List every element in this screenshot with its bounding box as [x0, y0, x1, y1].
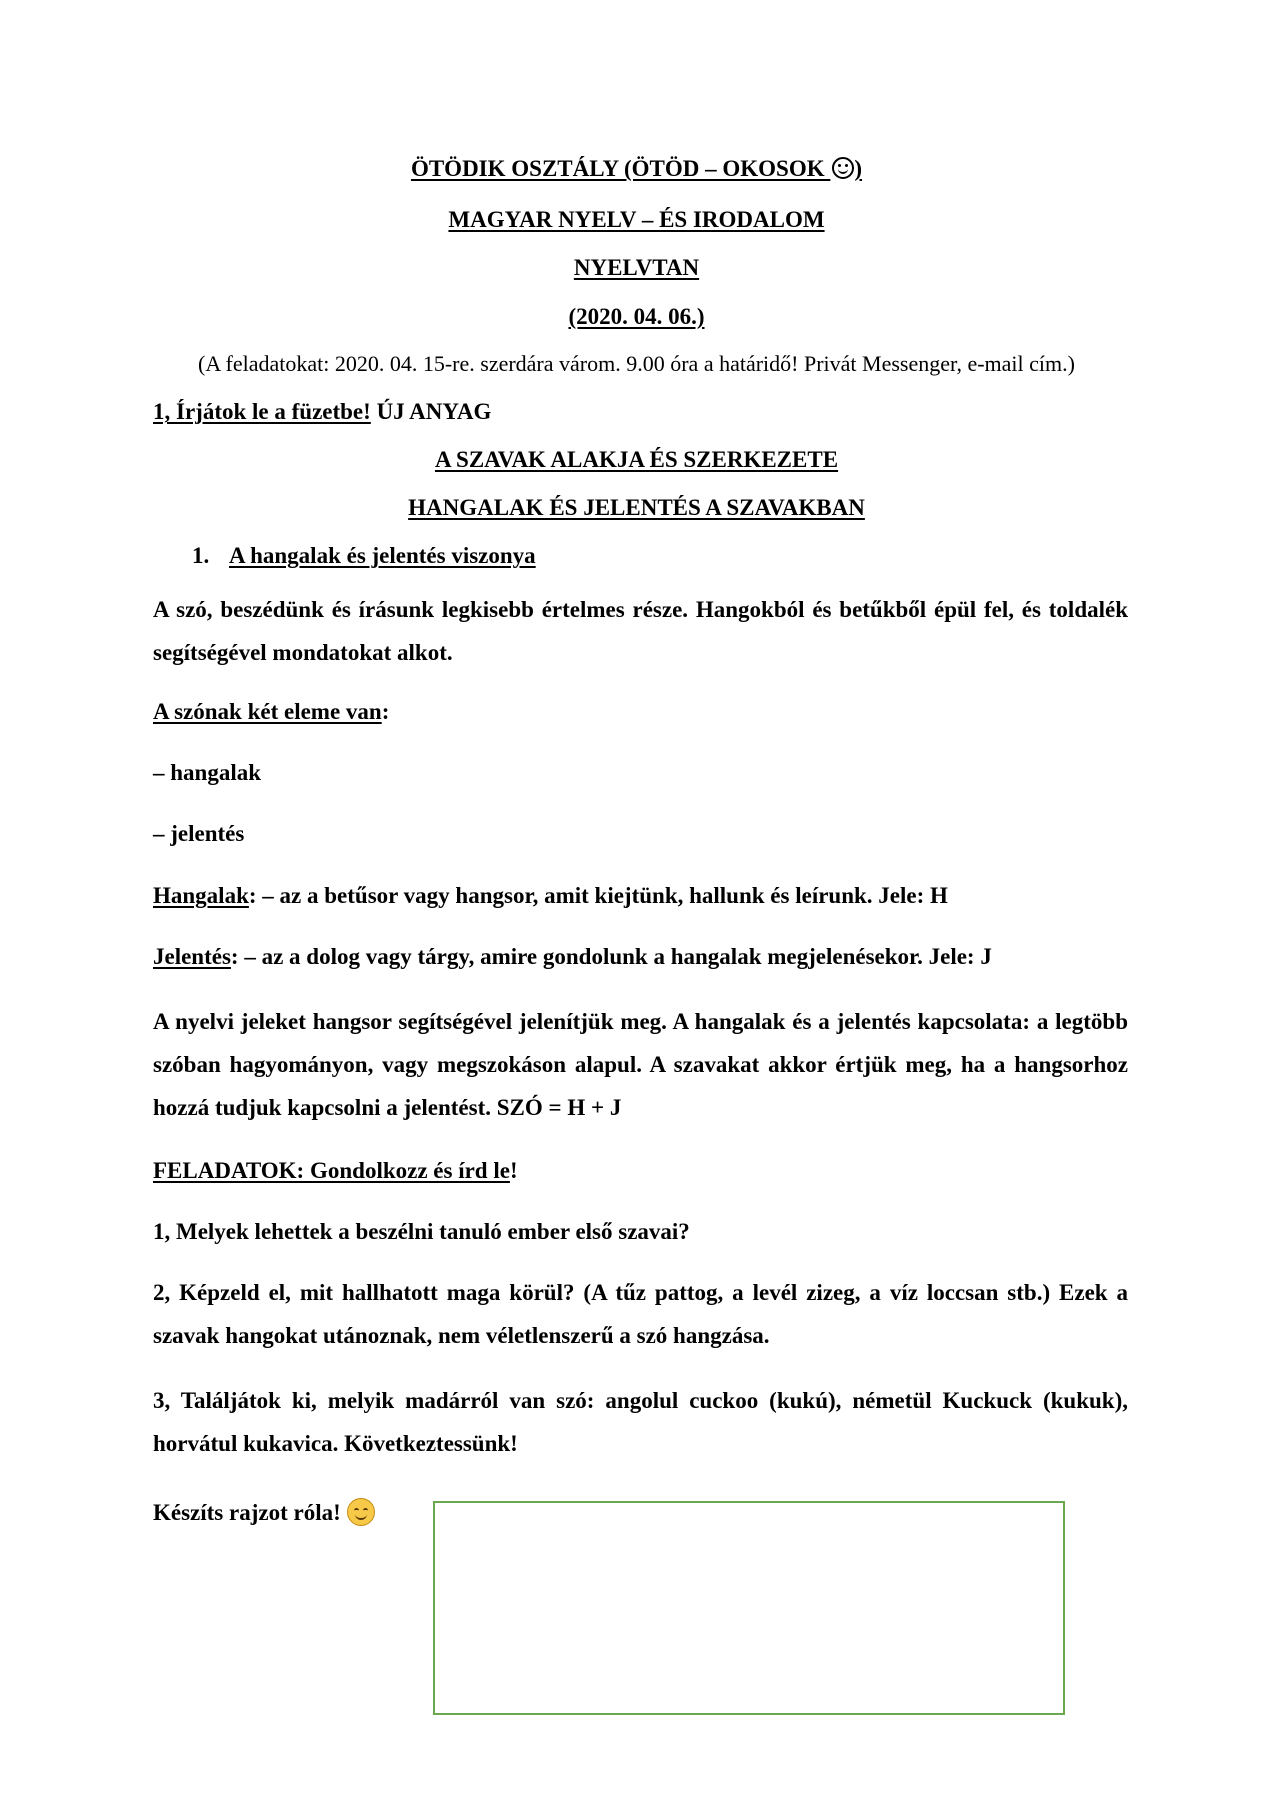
drawing-prompt-text: Készíts rajzot róla!: [153, 1500, 341, 1525]
instruction-rest: ÚJ ANYAG: [370, 399, 492, 424]
drawing-prompt: [153, 1498, 375, 1528]
lesson-title: [0, 445, 1273, 475]
instruction-underlined: 1, Írjátok le a füzetbe!: [153, 399, 371, 424]
smiling-face-icon: [347, 1498, 375, 1526]
definition-jelentes: [153, 942, 992, 972]
deadline-note: (A feladatokat: 2020. 04. 15-re. szerdára várom. 9.00 óra a határidő! Privát Messenger, e-mail cím.): [198, 351, 1075, 376]
element-hangalak: – hangalak: [153, 760, 262, 785]
definition-jelentes-text: : – az a dolog vagy tárgy, amire gondolunk a hangalak megjelenésekor. Jele: J: [230, 944, 992, 969]
date-line: [0, 302, 1273, 332]
smiley-icon: [832, 157, 854, 179]
topic-title: [0, 253, 1273, 283]
task-3: 3, Találjátok ki, melyik madárról van szó: angolul cuckoo (kukú), németül Kuckuck (kukuk), horvátul kukavica. Következtessünk!: [153, 1388, 1128, 1456]
definition-hangalak: [153, 881, 948, 911]
definition-hangalak-term: Hangalak: [153, 883, 249, 908]
class-title-text: ÖTÖDIK OSZTÁLY (ÖTÖD – OKOSOK: [410, 156, 831, 181]
elements-colon: :: [381, 699, 390, 724]
subject-title: [0, 205, 1273, 235]
topic-text: NYELVTAN: [573, 255, 700, 280]
definition-hangalak-text: : – az a betűsor vagy hangsor, amit kiejtünk, hallunk és leírunk. Jele: H: [248, 883, 948, 908]
elements-heading: [153, 697, 389, 727]
task-2: 2, Képzeld el, mit hallhatott maga körül? (A tűz pattog, a levél zizeg, a víz loccsan stb.) Ezek a szavak hangokat utánoznak, nem véletlenszerű a szó hangzása.: [153, 1280, 1128, 1348]
tasks-heading-end: !: [509, 1158, 518, 1183]
element-jelentes: – jelentés: [153, 821, 245, 846]
instruction-line: [153, 397, 491, 427]
tasks-heading-text: FELADATOK: Gondolkozz és írd le: [153, 1158, 510, 1183]
elements-heading-text: A szónak két eleme van: [153, 699, 382, 724]
tasks-heading: [153, 1156, 518, 1186]
date-text: (2020. 04. 06.): [568, 304, 705, 329]
task-1: 1, Melyek lehettek a beszélni tanuló ember első szavai?: [153, 1219, 690, 1244]
definition-jelentes-term: Jelentés: [153, 944, 231, 969]
lesson-title-text: A SZAVAK ALAKJA ÉS SZERKEZETE: [434, 447, 839, 472]
intro-paragraph: A szó, beszédünk és írásunk legkisebb értelmes része. Hangokból és betűkből épül fel, és toldalék segítségével mondatokat alkot.: [153, 597, 1128, 665]
section-title: A hangalak és jelentés viszonya: [229, 543, 536, 568]
subject-text: MAGYAR NYELV – ÉS IRODALOM: [448, 207, 825, 232]
section-number: 1.: [192, 543, 210, 568]
summary-paragraph: A nyelvi jeleket hangsor segítségével jelenítjük meg. A hangalak és a jelentés kapcsolata: a legtöbb szóban hagyományon, vagy megszokáson alapul. A szavakat akkor értjük meg, ha a hangsorhoz hozzá tudjuk kapcsolni a jelentést. SZÓ = H + J: [153, 1009, 1128, 1120]
section-heading: [192, 541, 536, 571]
class-title: [0, 154, 1273, 184]
lesson-subtitle: [0, 493, 1273, 523]
lesson-subtitle-text: HANGALAK ÉS JELENTÉS A SZAVAKBAN: [408, 495, 865, 520]
drawing-box[interactable]: [433, 1501, 1065, 1715]
class-title-end: ): [854, 156, 863, 181]
